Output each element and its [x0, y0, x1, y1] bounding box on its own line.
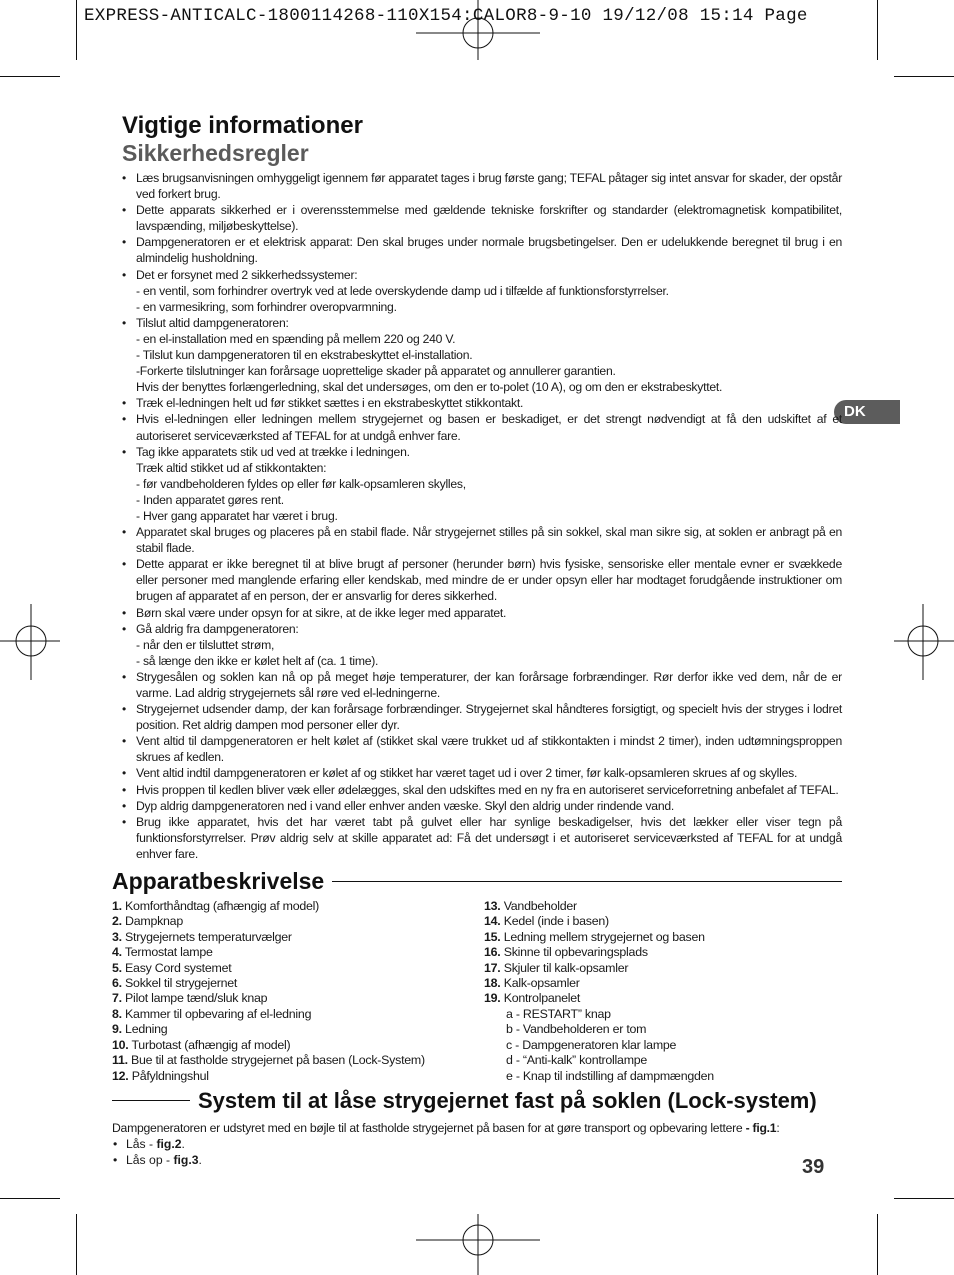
- list-item: [136, 765, 842, 781]
- rule-text: Dette apparat er ikke beregnet til at blive brugt af personer (herunder børn) hvis fysiske, sensoriske eller mentale evner er svækkede eller personer med manglende erfaring eller kendskab, med mindre de er under opsyn eller har modtaget forudgående instruktioner om brugen af apparatet af en person, der er ansvarlig for deres sikkerhed.: [136, 557, 842, 604]
- rule-text: Vent altid til dampgeneratoren er helt kølet af (stikket skal være trukket ud af stikkontakten i mindst 2 timer), inden udtømningsproppen skrues af kedlen.: [136, 734, 842, 765]
- crop-mark: [76, 0, 77, 60]
- part-number: 14.: [484, 914, 501, 929]
- part-label: Turbotast (afhængig af model): [131, 1037, 291, 1052]
- list-item: [136, 605, 842, 621]
- rule-text: Tag ikke apparatets stik ud ved at trække i ledningen.: [136, 444, 410, 459]
- list-item: [126, 1136, 842, 1152]
- part-number: 2.: [112, 914, 122, 929]
- part-label: Vandbeholder: [503, 899, 577, 914]
- figure-reference: fig.3: [173, 1152, 199, 1167]
- part-number: 12.: [112, 1068, 129, 1083]
- part-label: Påfyldningshul: [131, 1068, 209, 1083]
- panel-subitem: a - RESTART” knap: [506, 1006, 611, 1021]
- part-item: [484, 914, 842, 929]
- lock-step-label: Lås op -: [126, 1152, 174, 1167]
- list-item: [136, 395, 842, 411]
- part-number: 4.: [112, 945, 122, 960]
- part-number: 5.: [112, 960, 122, 975]
- list-item: [136, 444, 842, 524]
- part-label: Skjuler til kalk-opsamler: [503, 960, 629, 975]
- list-item: [136, 621, 842, 669]
- section-header-lock: [112, 1088, 842, 1114]
- page-number: 39: [802, 1156, 825, 1178]
- part-number: 7.: [112, 991, 122, 1006]
- part-number: 9.: [112, 1022, 122, 1037]
- list-item: [136, 202, 842, 234]
- list-item: [136, 782, 842, 798]
- rule-text: Det er forsynet med 2 sikkerhedssystemer:: [136, 267, 358, 282]
- list-item: [136, 524, 842, 556]
- crop-mark: [877, 0, 878, 60]
- rule-text: Strygejernet udsender damp, der kan forårsage forbrændinger. Strygejernet skal håndteres forsigtigt, og specielt hvis der stryges i lodret position. Ret aldrig dampen mod personer eller dyr.: [136, 702, 842, 733]
- lock-steps-list: [112, 1136, 842, 1168]
- crop-mark: [0, 1198, 60, 1199]
- part-label: Komforthåndtag (afhængig af model): [125, 899, 320, 914]
- figure-reference: fig.2: [156, 1136, 182, 1151]
- part-item: [112, 1022, 484, 1037]
- lock-description: [112, 1120, 842, 1136]
- rule-text: Hvis proppen til kedlen bliver væk eller ødelægges, skal den udskiftes med en ny fra en autoriseret serviceforretning anbefalet af TEFAL.: [136, 782, 839, 797]
- part-item: [484, 976, 842, 991]
- part-label: Kontrolpanelet: [503, 991, 581, 1006]
- list-item: [136, 814, 842, 862]
- part-item: [484, 945, 842, 960]
- part-item: [484, 961, 842, 976]
- crop-mark: [894, 1198, 954, 1199]
- section-rule: [112, 1100, 190, 1101]
- list-item: [136, 234, 842, 266]
- part-label: Termostat lampe: [124, 945, 213, 960]
- section-title-safety: Sikkerhedsregler: [122, 140, 309, 166]
- part-number: 11.: [112, 1053, 128, 1068]
- crop-mark: [894, 76, 954, 77]
- part-item: [484, 930, 842, 945]
- part-label: Kalk-opsamler: [503, 976, 580, 991]
- part-label: Kedel (inde i basen): [503, 914, 609, 929]
- registration-mark-top: [416, 0, 540, 60]
- section-rule: [332, 881, 842, 882]
- lock-step-label: Lås -: [126, 1136, 157, 1151]
- registration-mark-left: [0, 604, 60, 680]
- list-item: [136, 556, 842, 604]
- section-header-description: [112, 868, 842, 895]
- part-item: [112, 899, 484, 914]
- rule-subitem: - Tilslut kun dampgeneratoren til en ekstrabeskyttet el-installation.: [136, 348, 473, 363]
- rule-text: Dette apparats sikkerhed er i overensstemmelse med gældende tekniske forskrifter og standarder (elektromagnetisk kompatibilitet, lavspænding, miljøbeskyttelse).: [136, 203, 842, 234]
- part-number: 6.: [112, 976, 122, 991]
- rule-text: Børn skal være under opsyn for at sikre, at de ikke leger med apparatet.: [136, 605, 507, 620]
- printer-slug: EXPRESS-ANTICALC-1800114268-110X154:CALOR8-9-10 19/12/08 15:14 Page: [84, 6, 808, 26]
- parts-column-left: [112, 899, 484, 1084]
- part-label: Dampknap: [125, 914, 183, 929]
- panel-subitem: c - Dampgeneratoren klar lampe: [506, 1037, 677, 1052]
- section-title-description: Apparatbeskrivelse: [112, 868, 325, 895]
- list-item: [136, 798, 842, 814]
- part-item: [112, 1038, 484, 1053]
- rule-subitem: Hvis der benyttes forlængerledning, skal det undersøges, om den er to-polet (10 A), og om den er ekstrabeskyttet.: [136, 380, 723, 395]
- part-number: 1.: [112, 899, 122, 914]
- part-number: 18.: [484, 976, 501, 991]
- list-item: [136, 701, 842, 733]
- lock-step-end: .: [181, 1136, 185, 1151]
- rule-subitem: - Inden apparatet gøres rent.: [136, 492, 284, 507]
- part-item: [112, 914, 484, 929]
- section-title-lock: System til at låse strygejernet fast på soklen (Lock-system): [198, 1087, 817, 1113]
- part-item: [112, 1007, 484, 1022]
- part-item: [112, 930, 484, 945]
- rule-text: Apparatet skal bruges og placeres på en stabil flade. Når strygejernet stilles på sin sokkel, skal man sikre sig, at soklen er anbragt på en stabil flade.: [136, 525, 842, 556]
- list-item: [126, 1152, 842, 1168]
- figure-reference: - fig.1: [742, 1120, 777, 1135]
- rule-text: Strygesålen og soklen kan nå op på meget høje temperaturer, der kan forårsage forbrændinger. Rør derfor ikke ved dem, når de er varme. Lad aldrig strygejernets sål røre ved el-ledningerne.: [136, 669, 842, 700]
- part-item: [112, 1069, 484, 1084]
- parts-column-right: [484, 899, 842, 1084]
- rule-text: Træk el-ledningen helt ud før stikket sættes i en ekstrabeskyttet stikkontakt.: [136, 396, 524, 411]
- crop-mark: [877, 1214, 878, 1275]
- part-number: 19.: [484, 991, 501, 1006]
- rule-subitem: Træk altid stikket ud af stikkontakten:: [136, 460, 327, 475]
- part-number: 13.: [484, 899, 501, 914]
- registration-mark-right: [894, 604, 954, 680]
- parts-list: [112, 899, 842, 1084]
- rule-text: Vent altid indtil dampgeneratoren er kølet af og stikket har været taget ud i over 2 timer, før kalk-opsamleren skrues af og skylles.: [136, 766, 798, 781]
- rule-subitem: - en el-installation med en spænding på mellem 220 og 240 V.: [136, 331, 456, 346]
- part-label: Ledning mellem strygejernet og basen: [503, 929, 705, 944]
- safety-rules-list: [112, 170, 842, 862]
- rule-subitem: - en varmesikring, som forhindrer overopvarmning.: [136, 299, 397, 314]
- part-number: 10.: [112, 1037, 129, 1052]
- part-item: [112, 945, 484, 960]
- lock-step-end: .: [198, 1152, 202, 1167]
- rule-subitem: - en ventil, som forhindrer overtryk ved at lede overskydende damp ud i tilfælde af funktionsforstyrrelser.: [136, 283, 669, 298]
- part-number: 3.: [112, 929, 122, 944]
- part-label: Bue til at fastholde strygejernet på basen (Lock-System): [131, 1053, 425, 1068]
- panel-subitem: d - “Anti-kalk” kontrollampe: [506, 1053, 648, 1068]
- part-item: [484, 899, 842, 914]
- panel-subitem: b - Vandbeholderen er tom: [506, 1022, 647, 1037]
- rule-text: Tilslut altid dampgeneratoren:: [136, 315, 289, 330]
- page-title: Vigtige informationer: [122, 112, 363, 139]
- panel-subitem: e - Knap til indstilling af dampmængden: [506, 1068, 714, 1083]
- list-item: [136, 170, 842, 202]
- part-label: Sokkel til strygejernet: [125, 976, 238, 991]
- part-number: 17.: [484, 960, 501, 975]
- crop-mark: [76, 1214, 77, 1275]
- rule-subitem: - før vandbeholderen fyldes op eller før kalk-opsamleren skylles,: [136, 476, 466, 491]
- registration-mark-bottom: [416, 1214, 540, 1275]
- rule-subitem: -Forkerte tilslutninger kan forårsage uoprettelige skader på apparatet og annullerer garantien.: [136, 364, 616, 379]
- part-label: Pilot lampe tænd/sluk knap: [125, 991, 268, 1006]
- part-label: Strygejernets temperaturvælger: [125, 929, 292, 944]
- rule-text: Læs brugsanvisningen omhyggeligt igennem før apparatet tages i brug første gang; TEFAL påtager sig intet ansvar for skader, der opstår ved forkert brug.: [136, 171, 842, 202]
- list-item: [136, 267, 842, 315]
- rule-text: Hvis el-ledningen eller ledningen mellem strygejernet og basen er beskadiget, er det strengt nødvendigt at få den udskiftet af et autoriseret serviceværksted af TEFAL for at undgå enhver fare.: [136, 412, 842, 443]
- lock-text-end: :: [776, 1120, 780, 1135]
- list-item: [136, 733, 842, 765]
- rule-text: Dyp aldrig dampgeneratoren ned i vand eller enhver anden væske. Skyl den aldrig under rindende vand.: [136, 798, 675, 813]
- part-number: 16.: [484, 945, 501, 960]
- part-item: [112, 991, 484, 1006]
- part-number: 8.: [112, 1006, 122, 1021]
- part-item: [112, 1053, 484, 1068]
- list-item: [136, 411, 842, 443]
- crop-mark: [0, 76, 60, 77]
- language-tab: DK: [834, 400, 900, 424]
- list-item: [136, 669, 842, 701]
- rule-text: Brug ikke apparatet, hvis det har været tabt på gulvet eller har synlige beskadigelser, hvis det lækker eller viser tegn på funktionsforstyrrelser. Prøv aldrig selv at skille apparatet ad: Få det undersøgt i et autoriseret serviceværksted af TEFAL for at undgå enhver fare.: [136, 814, 842, 861]
- list-item: [136, 315, 842, 395]
- part-label: Kammer til opbevaring af el-ledning: [125, 1006, 312, 1021]
- part-number: 15.: [484, 929, 501, 944]
- part-label: Skinne til opbevaringsplads: [503, 945, 648, 960]
- page-content: [112, 112, 842, 1168]
- lock-text: Dampgeneratoren er udstyret med en bøjle til at fastholde strygejernet på basen for at gøre transport og opbevaring lettere: [112, 1120, 743, 1135]
- rule-subitem: - Hver gang apparatet har været i brug.: [136, 508, 338, 523]
- rule-subitem: - når den er tilsluttet strøm,: [136, 637, 275, 652]
- part-label: Ledning: [125, 1022, 168, 1037]
- rule-text: Dampgeneratoren er et elektrisk apparat: Den skal bruges under normale brugsbetingelser. Den er udelukkende beregnet til brug i en almindelig husholdning.: [136, 235, 842, 266]
- rule-subitem: - så længe den ikke er kølet helt af (ca. 1 time).: [136, 653, 379, 668]
- part-label: Easy Cord systemet: [125, 960, 232, 975]
- part-item: [484, 991, 842, 1006]
- rule-text: Gå aldrig fra dampgeneratoren:: [136, 621, 299, 636]
- part-item: [112, 961, 484, 976]
- part-item: [112, 976, 484, 991]
